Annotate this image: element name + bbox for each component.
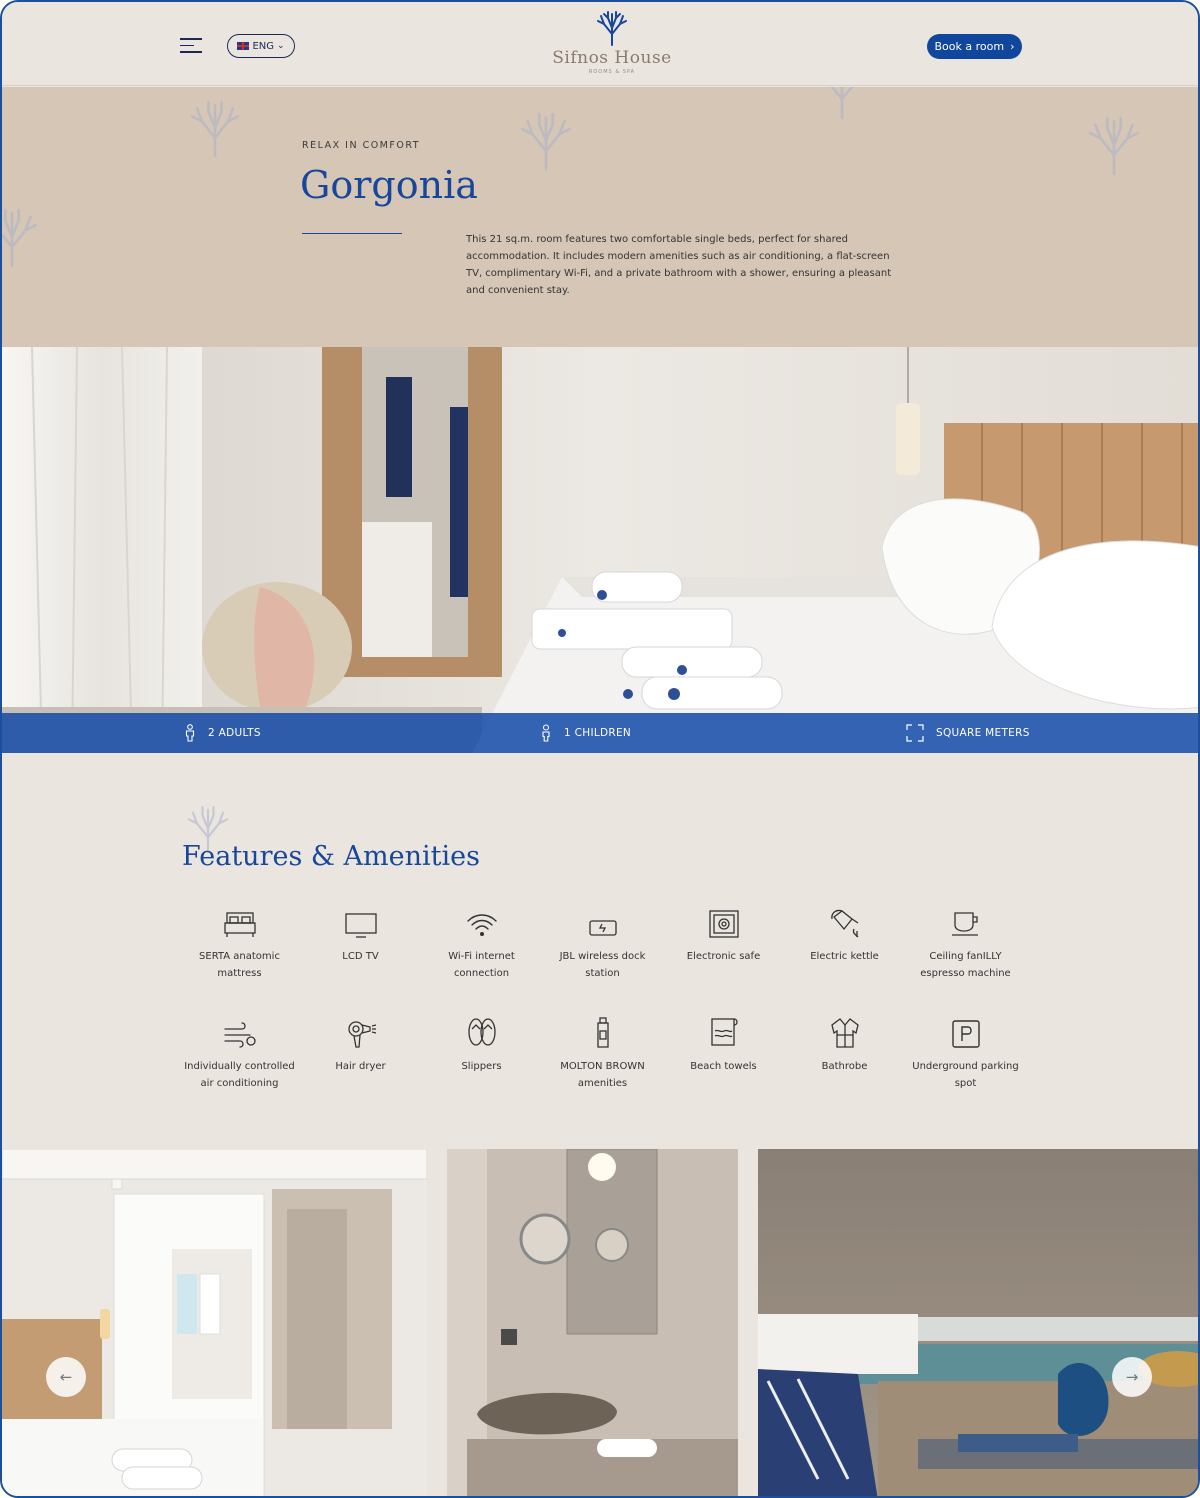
bathroom-photo-illustration bbox=[447, 1149, 738, 1498]
amenity-label: Ceiling fanILLY espresso machine bbox=[920, 951, 1011, 979]
amenity-item bbox=[421, 905, 542, 982]
adults-label: 2 ADULTS bbox=[208, 727, 261, 739]
chevron-right-icon: › bbox=[1010, 40, 1015, 53]
amenity-label: Electronic safe bbox=[686, 951, 761, 962]
site-logo[interactable] bbox=[542, 10, 682, 75]
amenity-label: Bathrobe bbox=[821, 1061, 868, 1072]
amenity-label: Individually controlled air conditioning bbox=[184, 1061, 295, 1089]
room-title: Gorgonia bbox=[300, 163, 478, 207]
uk-flag-icon bbox=[237, 42, 249, 50]
coral-logo-icon bbox=[593, 10, 631, 46]
children-label: 1 CHILDREN bbox=[564, 727, 632, 739]
site-header bbox=[2, 2, 1198, 86]
slippers-icon bbox=[466, 1017, 498, 1049]
amenity-item bbox=[542, 905, 663, 982]
gallery-next-button[interactable] bbox=[1112, 1357, 1152, 1397]
wardrobe-photo-illustration bbox=[2, 1149, 427, 1498]
amenity-label: Underground parking spot bbox=[912, 1061, 1019, 1089]
gallery-photo-terrace[interactable] bbox=[758, 1149, 1200, 1498]
room-stats-bar bbox=[2, 713, 1198, 753]
bed-icon bbox=[223, 909, 257, 939]
dock-icon bbox=[587, 915, 619, 939]
coral-decoration-icon bbox=[1082, 113, 1146, 177]
language-selector[interactable] bbox=[227, 34, 295, 58]
amenity-label: Slippers bbox=[461, 1061, 502, 1072]
coral-decoration-icon bbox=[2, 205, 44, 269]
parking-icon bbox=[951, 1019, 981, 1049]
arrow-right-icon: → bbox=[1125, 1368, 1139, 1386]
amenity-label: SERTA anatomic mattress bbox=[199, 951, 280, 979]
tv-icon bbox=[344, 911, 378, 939]
language-label: ENG bbox=[252, 40, 274, 52]
amenity-item bbox=[663, 1015, 784, 1076]
photo-gallery bbox=[2, 1149, 1198, 1498]
amenity-label: Hair dryer bbox=[335, 1061, 386, 1072]
arrow-left-icon: ← bbox=[59, 1368, 73, 1386]
terrace-photo-illustration bbox=[758, 1149, 1200, 1498]
amenity-item bbox=[663, 905, 784, 966]
hair-dryer-icon bbox=[344, 1019, 378, 1049]
area-label: SQUARE METERS bbox=[936, 727, 1030, 739]
coral-decoration-icon bbox=[184, 97, 246, 159]
logo-name: Sifnos House bbox=[552, 48, 672, 68]
amenity-item bbox=[179, 905, 300, 982]
room-intro bbox=[2, 87, 1198, 347]
amenity-item bbox=[421, 1015, 542, 1076]
menu-icon[interactable] bbox=[180, 38, 204, 54]
amenity-item bbox=[179, 1015, 300, 1092]
amenity-item bbox=[905, 1015, 1026, 1092]
amenity-label: Wi-Fi internet connection bbox=[448, 951, 515, 979]
towel-icon bbox=[708, 1015, 740, 1049]
amenity-item bbox=[542, 1015, 663, 1092]
features-title: Features & Amenities bbox=[182, 841, 480, 872]
features-section bbox=[2, 753, 1198, 1149]
amenity-item bbox=[300, 905, 421, 966]
chevron-down-icon: ⌄ bbox=[277, 41, 285, 51]
children-stat bbox=[540, 713, 631, 753]
amenity-item bbox=[300, 1015, 421, 1076]
air-conditioning-icon bbox=[222, 1019, 258, 1049]
amenity-item bbox=[905, 905, 1026, 982]
coffee-cup-icon bbox=[949, 909, 983, 939]
gallery-photo-wardrobe[interactable] bbox=[2, 1149, 427, 1498]
amenity-label: JBL wireless dock station bbox=[559, 951, 646, 979]
amenity-label: MOLTON BROWN amenities bbox=[560, 1061, 645, 1089]
wifi-icon bbox=[466, 911, 498, 939]
expand-area-icon bbox=[906, 724, 924, 742]
bathrobe-icon bbox=[828, 1017, 862, 1049]
gallery-prev-button[interactable] bbox=[46, 1357, 86, 1397]
amenity-label: Electric kettle bbox=[810, 951, 879, 962]
safe-icon bbox=[708, 909, 740, 939]
area-stat bbox=[906, 713, 1030, 753]
amenity-item bbox=[784, 905, 905, 966]
bottle-icon bbox=[593, 1017, 613, 1049]
coral-decoration-icon bbox=[810, 87, 874, 121]
room-main-photo bbox=[2, 347, 1198, 753]
room-description: This 21 sq.m. room features two comfortable single beds, perfect for shared accommodation. It includes modern amenities such as air conditioning, a flat-screen TV, complimentary Wi-Fi, and a private bathroom with a shower, ensuring a pleasant and convenient stay. bbox=[466, 234, 892, 296]
title-divider bbox=[302, 233, 402, 234]
book-room-button[interactable] bbox=[927, 34, 1022, 59]
logo-subtitle: ROOMS & SPA bbox=[588, 69, 636, 75]
amenity-item bbox=[784, 1015, 905, 1076]
amenity-label: Beach towels bbox=[690, 1061, 757, 1072]
gallery-photo-bathroom[interactable] bbox=[447, 1149, 738, 1498]
book-room-label: Book a room bbox=[934, 40, 1005, 53]
child-icon bbox=[540, 724, 552, 742]
adults-stat bbox=[184, 713, 261, 753]
kettle-icon bbox=[828, 907, 862, 939]
amenity-label: LCD TV bbox=[342, 951, 379, 962]
bedroom-photo-illustration bbox=[2, 347, 1198, 753]
coral-decoration-icon bbox=[514, 109, 578, 173]
person-icon bbox=[184, 724, 196, 742]
section-eyebrow: RELAX IN COMFORT bbox=[302, 140, 421, 151]
